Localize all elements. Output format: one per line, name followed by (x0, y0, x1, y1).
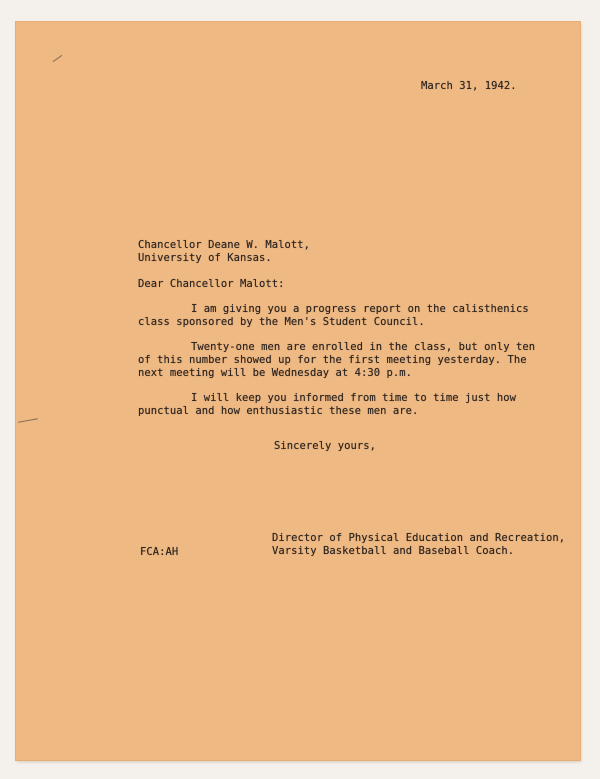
signature-title-line-1: Director of Physical Education and Recreation, (272, 532, 566, 544)
paragraph-2-line-2: of this number showed up for the first meeting yesterday. The (138, 354, 527, 366)
recipient-name: Chancellor Deane W. Malott, (138, 239, 311, 251)
signature-title-line-2: Varsity Basketball and Baseball Coach. (272, 545, 515, 557)
top-corner-mark (53, 55, 63, 62)
letter-date: March 31, 1942. (421, 80, 517, 92)
paragraph-2-line-3: next meeting will be Wednesday at 4:30 p.m. (138, 367, 412, 379)
paragraph-2-line-1: Twenty-one men are enrolled in the class, but only ten (191, 341, 536, 353)
paragraph-3-line-2: punctual and how enthusiastic these men are. (138, 405, 419, 417)
paragraph-1-line-2: class sponsored by the Men's Student Council. (138, 316, 425, 328)
paragraph-3-line-1: I will keep you informed from time to time just how (191, 392, 516, 404)
left-edge-mark (18, 418, 38, 422)
letter-page (16, 22, 580, 760)
paragraph-1-line-1: I am giving you a progress report on the calisthenics (191, 303, 529, 315)
salutation: Dear Chancellor Malott: (138, 278, 285, 290)
closing: Sincerely yours, (274, 440, 376, 452)
typist-initials: FCA:AH (140, 546, 179, 558)
recipient-institution: University of Kansas. (138, 252, 272, 264)
